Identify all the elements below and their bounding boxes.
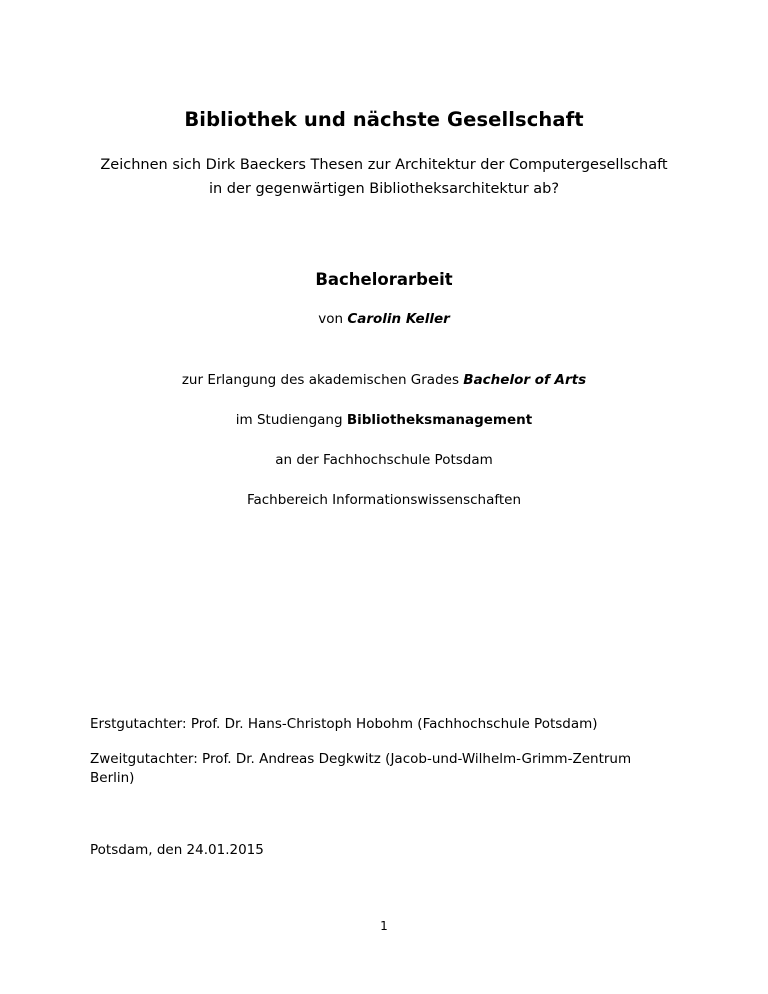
document-type: Bachelorarbeit	[315, 270, 453, 290]
degree-grade-name: Bachelor of Arts	[463, 372, 587, 389]
page-number: 1	[380, 919, 388, 933]
author-prefix: von	[318, 311, 348, 328]
degree-program-prefix: im Studiengang	[235, 412, 347, 429]
reviewers-block	[90, 715, 678, 804]
author-name: Carolin Keller	[347, 311, 450, 328]
second-reviewer: Zweitgutachter: Prof. Dr. Andreas Degkwitz (Jacob-und-Wilhelm-Grimm-Zentrum Berlin)	[90, 750, 632, 786]
degree-program-name: Bibliotheksmanagement	[346, 412, 533, 429]
place-and-date: Potsdam, den 24.01.2015	[90, 842, 264, 858]
degree-grade-prefix: zur Erlangung des akademischen Grades	[181, 372, 464, 389]
degree-line-grade	[90, 371, 678, 390]
page-title: Bibliothek und nächste Gesellschaft	[184, 108, 584, 131]
degree-line-program	[90, 390, 678, 430]
degree-line-institution: an der Fachhochschule Potsdam	[275, 451, 493, 468]
first-reviewer: Erstgutachter: Prof. Dr. Hans-Christoph Hobohm (Fachhochschule Potsdam)	[90, 716, 598, 732]
degree-block	[90, 327, 678, 510]
page-subtitle: Zeichnen sich Dirk Baeckers Thesen zur Architektur der Computergesellschaft in der gegenwärtigen Bibliotheksarchitektur ab?	[100, 157, 668, 198]
degree-line-department: Fachbereich Informationswissenschaften	[246, 491, 522, 508]
author-line	[90, 289, 678, 327]
